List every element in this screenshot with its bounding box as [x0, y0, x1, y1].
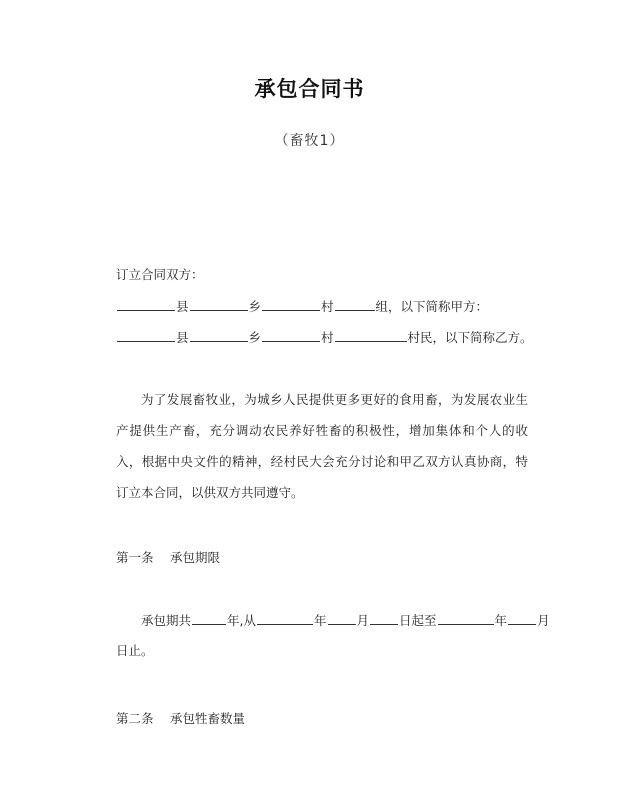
article-2-heading: 第二条 承包牲畜数量 — [116, 711, 245, 726]
end-month-blank[interactable] — [508, 612, 536, 625]
document-subtitle: （畜牧1） — [274, 133, 345, 149]
start-month-blank[interactable] — [328, 612, 356, 625]
start-year-label: 年 — [314, 613, 327, 628]
parties-intro: 订立合同双方： — [116, 267, 204, 282]
party-b-line — [116, 329, 533, 346]
term-end-line: 日止。 — [116, 643, 154, 658]
label-township: 乡 — [248, 330, 262, 345]
label-county: 县 — [176, 299, 189, 314]
label-village: 村 — [321, 330, 334, 345]
end-year-label: 年 — [494, 613, 508, 628]
term-years-label: 年,从 — [227, 613, 256, 628]
party-a-township-blank[interactable] — [190, 298, 248, 311]
label-villager: 村民，以下简称乙方。 — [407, 330, 533, 345]
end-month-label: 月 — [537, 613, 550, 628]
article-1-heading: 第一条 承包期限 — [116, 550, 220, 565]
party-b-township-blank[interactable] — [190, 329, 248, 342]
start-year-blank[interactable] — [257, 612, 313, 625]
party-a-village-blank[interactable] — [262, 298, 320, 311]
party-b-villager-blank[interactable] — [335, 329, 407, 342]
end-year-blank[interactable] — [438, 612, 494, 625]
party-a-group-blank[interactable] — [335, 298, 375, 311]
party-b-village-blank[interactable] — [262, 329, 320, 342]
term-line — [116, 612, 550, 629]
start-day-label: 日起至 — [399, 613, 437, 628]
start-day-blank[interactable] — [370, 612, 398, 625]
term-years-blank[interactable] — [192, 612, 226, 625]
term-prefix: 承包期共 — [141, 613, 192, 628]
preamble-paragraph: 为了发展畜牧业，为城乡人民提供更多更好的食用畜，为发展农业生产提供生产畜，充分调动农民养好牲畜的积极性，增加集体和个人的收入，根据中央文件的精神，经村民大会充分讨论和甲乙双方认真协商，特订立本合同，以供双方共同遵守。 — [116, 392, 528, 500]
document-title: 承包合同书 — [254, 77, 365, 101]
party-a-county-blank[interactable] — [117, 298, 175, 311]
label-village: 村 — [321, 299, 334, 314]
start-month-label: 月 — [356, 613, 370, 628]
label-county: 县 — [176, 330, 189, 345]
party-a-line — [116, 298, 488, 315]
label-township: 乡 — [248, 299, 262, 314]
party-b-county-blank[interactable] — [117, 329, 175, 342]
label-group: 组，以下简称甲方： — [375, 299, 489, 314]
